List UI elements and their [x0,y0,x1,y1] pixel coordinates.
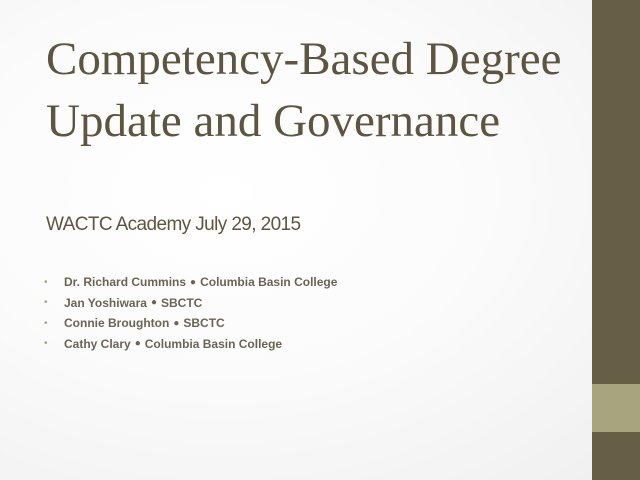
slide-subtitle: WACTC Academy July 29, 2015 [46,214,301,235]
bullet-icon: • [44,276,48,288]
presenter-item [44,293,337,314]
presenter-name: Cathy Clary [64,336,131,351]
presenter-name: Jan Yoshiwara [64,295,147,310]
presenter-org: SBCTC [183,316,225,331]
presenter-name: Dr. Richard Cummins [64,275,187,290]
presenter-org: Columbia Basin College [200,275,338,290]
separator-dot-icon: ● [150,297,157,309]
bullet-icon: • [44,317,48,329]
presenter-org: Columbia Basin College [144,336,283,351]
separator-dot-icon: ● [134,338,141,350]
slide-title: Competency-Based Degree Update and Governance [46,33,562,147]
presenter-item [44,272,337,293]
presenter-item [44,313,337,334]
separator-dot-icon: ● [190,276,197,288]
sidebar-accent-block [592,384,640,432]
presenter-item [44,334,337,355]
bullet-icon: • [44,297,48,309]
separator-dot-icon: ● [173,317,180,329]
bullet-icon: • [44,338,48,350]
presenter-list [44,272,337,354]
presenter-name: Connie Broughton [64,316,170,331]
presenter-org: SBCTC [160,295,203,310]
